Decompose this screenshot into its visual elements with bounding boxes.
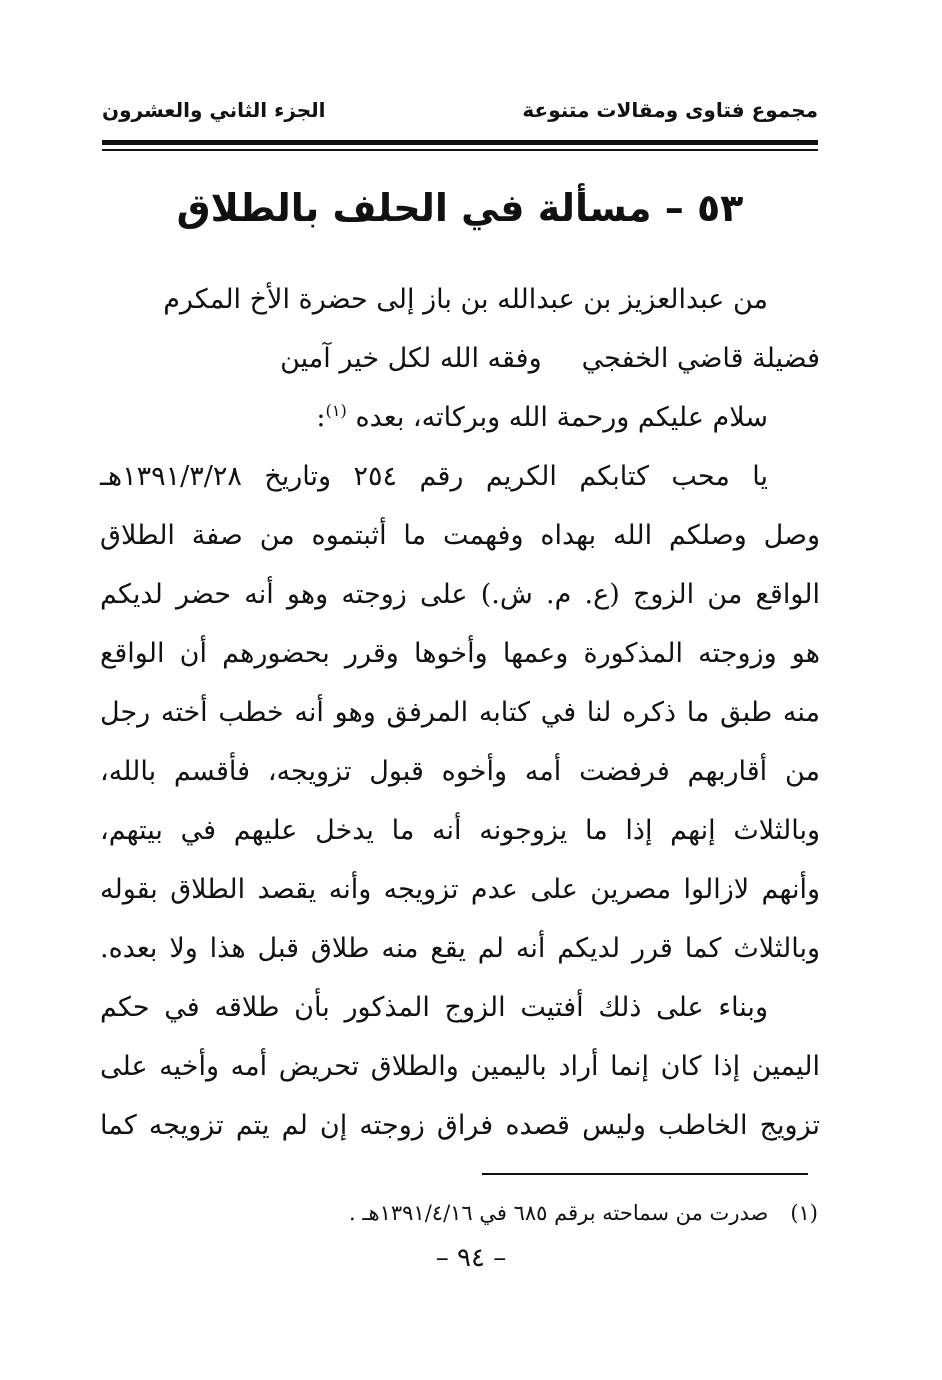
paragraph-2-line: اليمين إذا كان إنما أراد باليمين والطلاق تحريض أمه وأخيه على bbox=[100, 1051, 820, 1082]
recipient-name: فضيلة قاضي الخفجي bbox=[581, 343, 820, 374]
footnote-rule bbox=[482, 1173, 808, 1175]
footnote-ref: (١) bbox=[325, 401, 347, 420]
greeting-text: سلام عليكم ورحمة الله وبركاته، بعده bbox=[355, 402, 768, 433]
paragraph-1-line: منه طبق ما ذكره لنا في كتابه المرفق وهو أنه خطب أخته رجل bbox=[100, 697, 820, 728]
paragraph-1-line: وبالثلاث إنهم إذا ما يزوجونه أنه ما يدخل عليهم في بيتهم، bbox=[100, 815, 820, 846]
footnote bbox=[102, 1198, 818, 1228]
header-rule-thin bbox=[102, 149, 818, 151]
salutation-recipient-line bbox=[100, 329, 820, 388]
header-volume: الجزء الثاني والعشرون bbox=[102, 98, 326, 122]
running-header bbox=[102, 98, 818, 122]
page-number: – ٩٤ – bbox=[435, 1243, 507, 1273]
greeting-end: : bbox=[316, 402, 326, 433]
paragraph-1-line: وأنهم لازالوا مصرين على عدم تزويجه وأنه يقصد الطلاق بقوله bbox=[100, 874, 820, 905]
footnote-marker: (١) bbox=[790, 1201, 818, 1225]
section-title: ٥٣ – مسألة في الحلف بالطلاق bbox=[176, 186, 744, 230]
paragraph-1-line: يا محب كتابكم الكريم رقم ٢٥٤ وتاريخ ١٣٩١/٣/٢٨هـ bbox=[100, 461, 768, 492]
header-book-title: مجموع فتاوى ومقالات متنوعة bbox=[522, 98, 818, 122]
paragraph-1-line: الواقع من الزوج (ع. م. ش.) على زوجته وهو أنه حضر لديكم bbox=[100, 579, 820, 610]
paragraph-1-line: من أقاربهم فرفضت أمه وأخوه قبول تزويجه، فأقسم بالله، bbox=[100, 756, 820, 787]
salutation-from-line: من عبدالعزيز بن عبدالله بن باز إلى حضرة الأخ المكرم bbox=[163, 284, 768, 315]
recipient-blessing: وفقه الله لكل خير آمين bbox=[280, 343, 542, 374]
body-text bbox=[100, 270, 820, 1155]
paragraph-1-line: وبالثلاث كما قرر لديكم أنه لم يقع منه طلاق قبل هذا ولا بعده. bbox=[100, 933, 820, 964]
footnote-text: صدرت من سماحته برقم ٦٨٥ في ١٣٩١/٤/١٦هـ . bbox=[349, 1201, 769, 1225]
paragraph-1-line: وصل وصلكم الله بهداه وفهمت ما أثبتموه من صفة الطلاق bbox=[100, 520, 820, 551]
salutation-greeting-line bbox=[100, 388, 820, 447]
paragraph-2-line: تزويج الخاطب وليس قصده فراق زوجته إن لم يتم تزويجه كما bbox=[100, 1110, 820, 1141]
paragraph-2-line: وبناء على ذلك أفتيت الزوج المذكور بأن طلاقه في حكم bbox=[100, 992, 768, 1023]
paragraph-1-line: هو وزوجته المذكورة وعمها وأخوها وقرر بحضورهم أن الواقع bbox=[100, 638, 820, 669]
header-rule-thick bbox=[102, 140, 818, 145]
